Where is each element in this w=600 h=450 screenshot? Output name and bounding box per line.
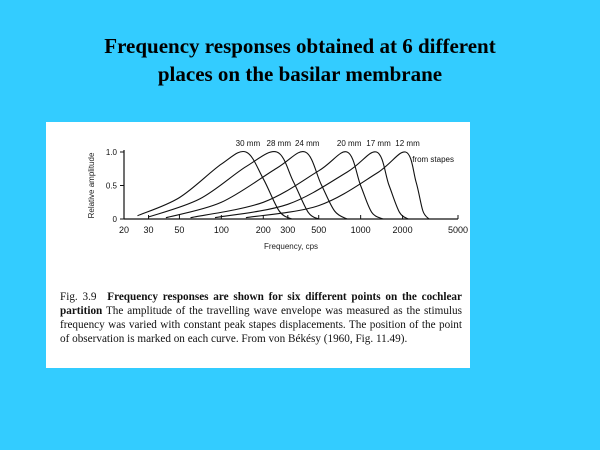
series-label: 20 mm: [336, 139, 362, 148]
series-label: 12 mm: [395, 139, 420, 148]
y-tick-label: 0: [112, 215, 117, 224]
x-tick-label: 30: [143, 225, 154, 235]
x-axis-label: Frequency, cps: [263, 242, 319, 251]
caption-lead: Frequency responses are shown for six different points on the cochlear partition: [60, 291, 462, 317]
x-tick-label: 50: [174, 225, 185, 235]
y-tick-label: 0.5: [105, 181, 117, 191]
series-curve: [246, 152, 429, 219]
series-label: 17 mm: [366, 139, 391, 148]
series-label: 28 mm: [266, 139, 292, 148]
x-tick-label: 20: [118, 225, 130, 235]
x-tick-label: 200: [255, 225, 271, 235]
series-curve: [149, 152, 319, 219]
y-axis-label: Relative amplitude: [87, 152, 96, 219]
frequency-response-chart: [46, 122, 470, 272]
slide-title-line-1: Frequency responses obtained at 6 different: [104, 34, 496, 58]
x-tick-label: 2000: [392, 225, 413, 235]
x-tick-label: 1000: [350, 225, 371, 235]
x-tick-label: 100: [213, 225, 229, 235]
slide-title: [0, 32, 600, 88]
caption-body: The amplitude of the travelling wave envelope was measured as the stimulus frequency was varied with constant peak stapes displacements. The position of the point of observation is marked on each curve. From von Békésy (1960, Fig. 11.49).: [60, 305, 462, 345]
x-tick-label: 5000: [447, 225, 469, 235]
y-tick-label: 1.0: [105, 148, 117, 157]
slide-title-line-2: places on the basilar membrane: [157, 62, 443, 86]
figure-panel: [46, 122, 470, 368]
chart-annotation: from stapes: [412, 155, 454, 164]
series-label: 24 mm: [294, 139, 320, 148]
series-label: 30 mm: [235, 139, 261, 148]
x-tick-label: 300: [280, 225, 296, 235]
x-tick-label: 500: [311, 225, 327, 235]
series-curve: [166, 152, 347, 219]
figure-caption: [60, 290, 462, 346]
figure-number: Fig. 3.9: [60, 291, 97, 303]
series-curve: [215, 152, 408, 219]
